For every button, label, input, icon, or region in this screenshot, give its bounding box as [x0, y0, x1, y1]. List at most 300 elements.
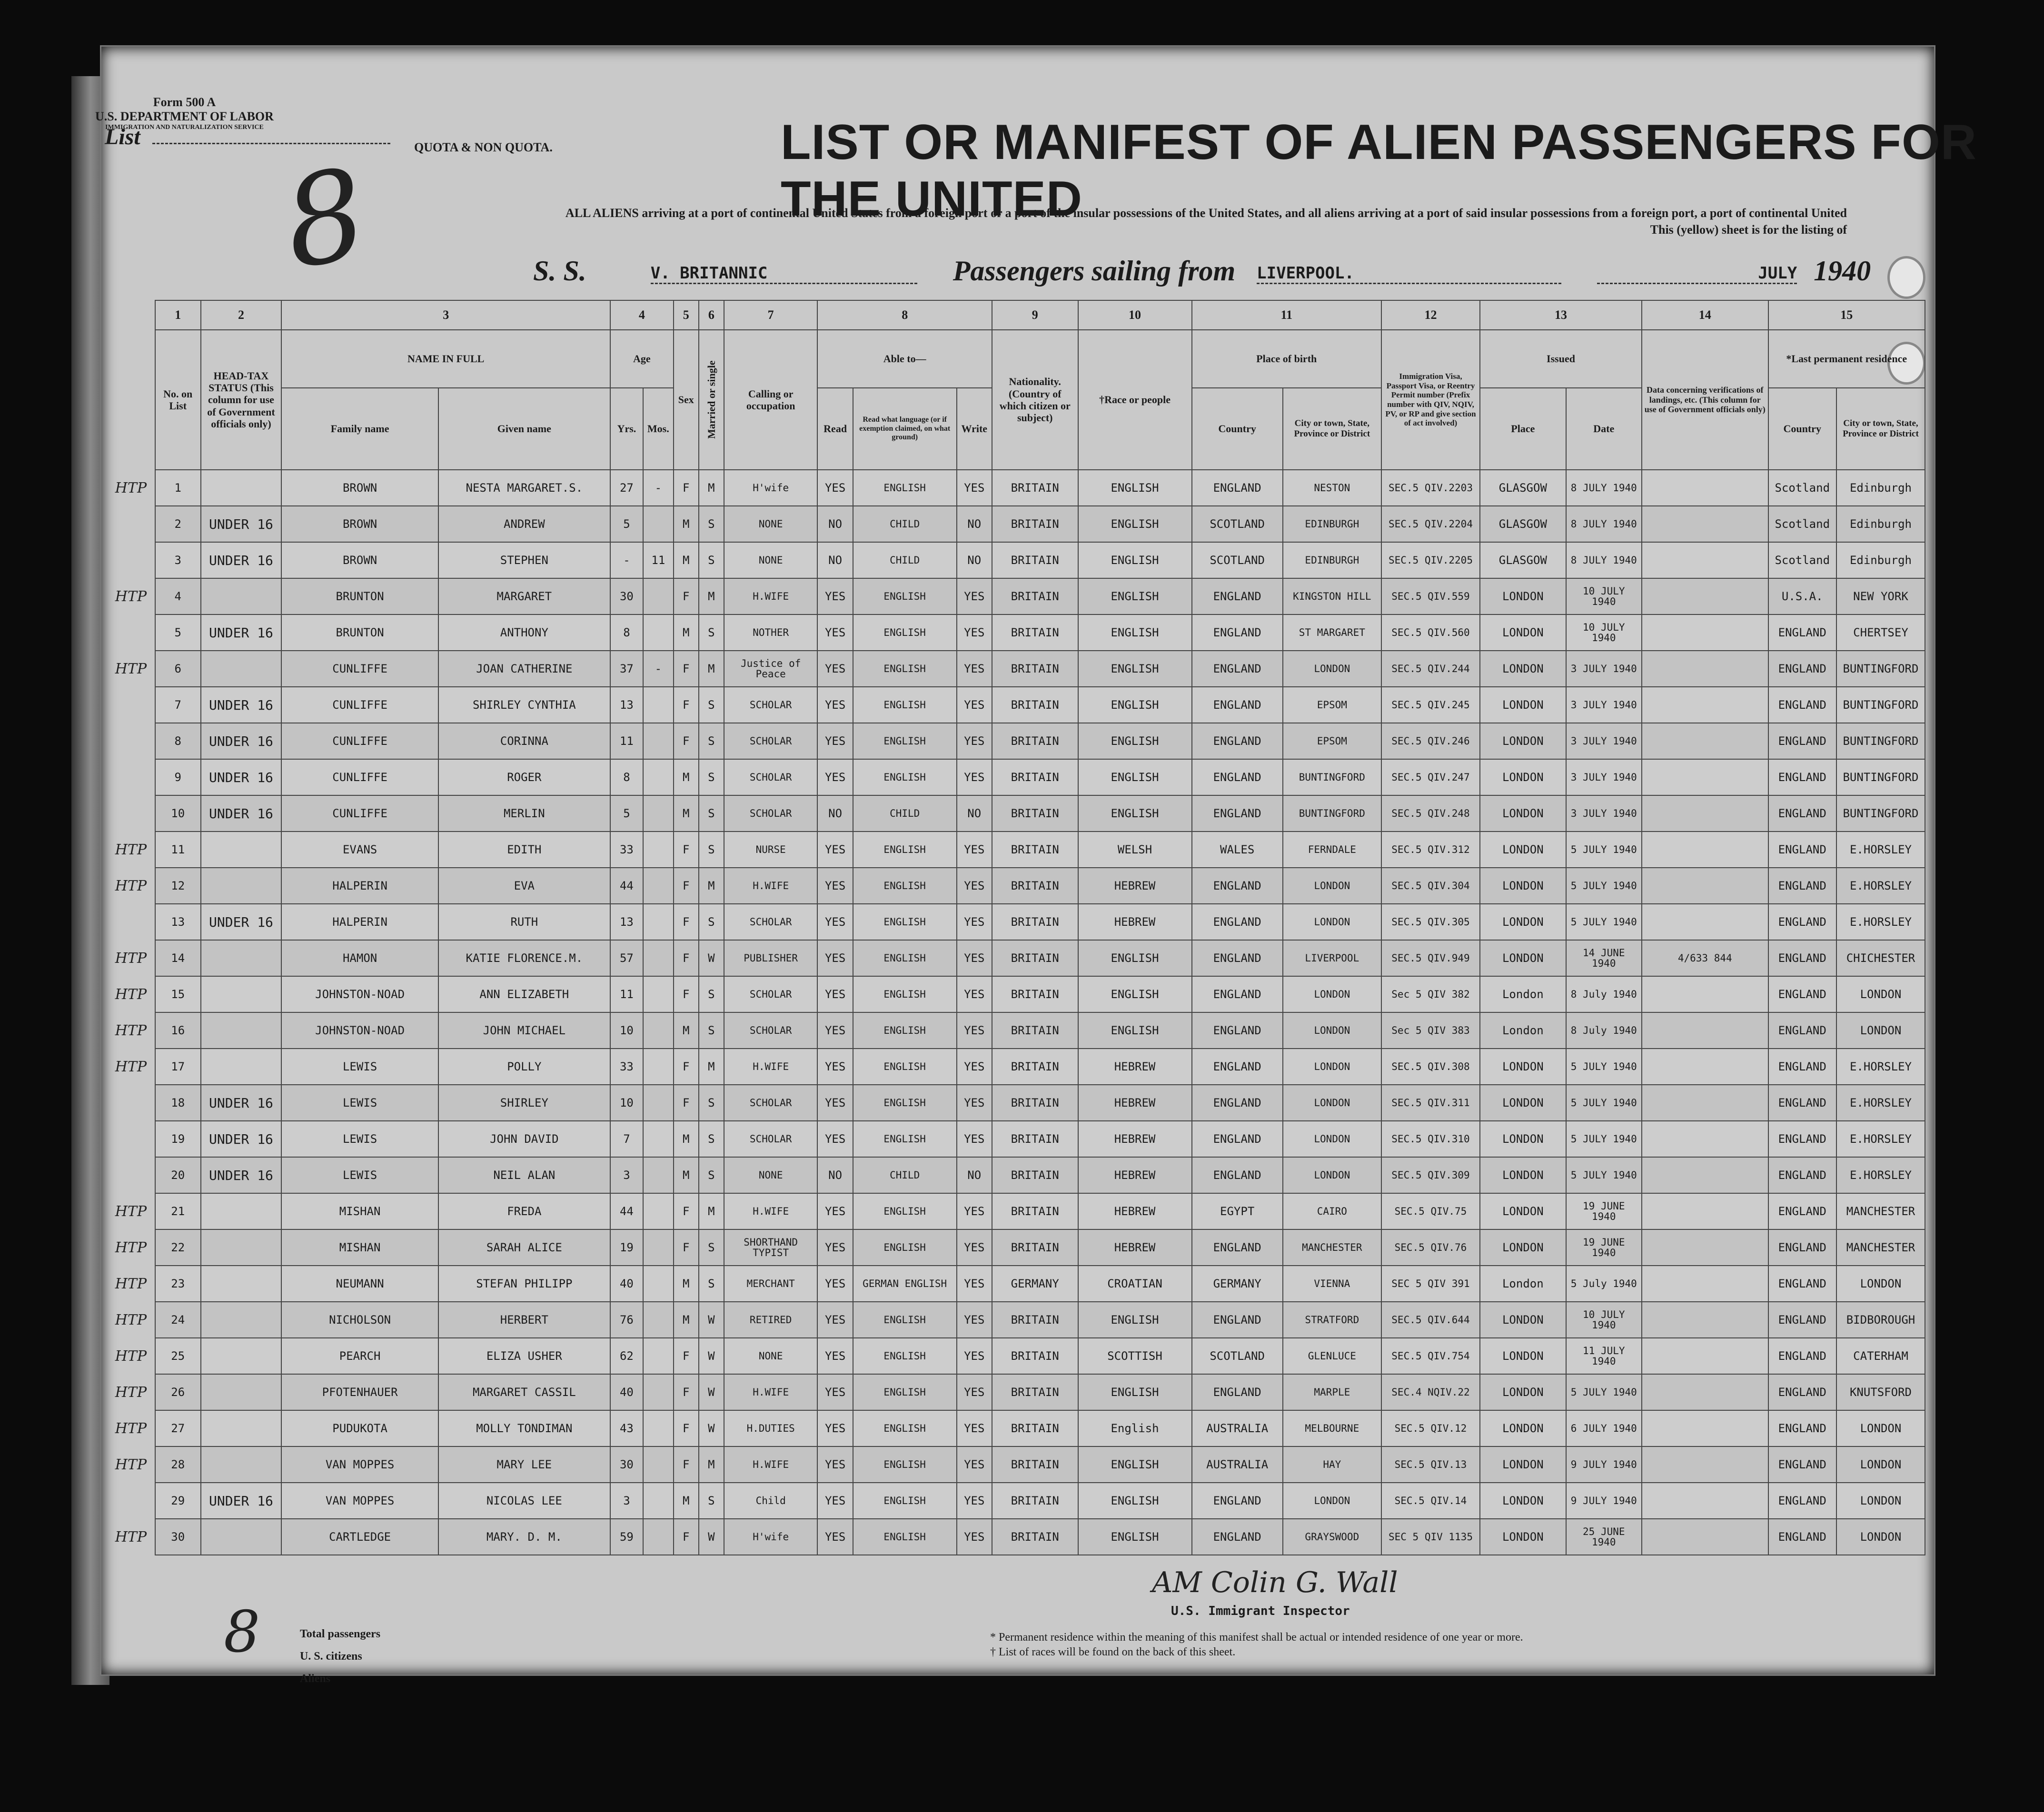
- htp-annotation: [107, 723, 155, 759]
- birth-country-cell: ENGLAND: [1192, 868, 1283, 904]
- footnote-races: † List of races will be found on the back of this sheet.: [990, 1646, 1236, 1659]
- given-name-cell: ROGER: [438, 759, 610, 795]
- residence-city-cell: LONDON: [1836, 1519, 1925, 1555]
- occupation-cell: NOTHER: [724, 614, 818, 651]
- sex-cell: M: [674, 759, 699, 795]
- residence-city-cell: CHERTSEY: [1836, 614, 1925, 651]
- can-write-cell: NO: [957, 506, 992, 542]
- table-row: [107, 651, 1925, 687]
- issued-date-cell: 14 JUNE 1940: [1566, 940, 1642, 976]
- language-cell: ENGLISH: [853, 470, 957, 506]
- given-name-cell: ANTHONY: [438, 614, 610, 651]
- issued-date-cell: 8 JULY 1940: [1566, 470, 1642, 506]
- list-number-cell: 20: [155, 1157, 201, 1193]
- language-cell: GERMAN ENGLISH: [853, 1266, 957, 1302]
- issued-date-cell: 9 JULY 1940: [1566, 1483, 1642, 1519]
- given-name-cell: EVA: [438, 868, 610, 904]
- visa-number-cell: SEC.5 QIV.310: [1381, 1121, 1480, 1157]
- given-name-cell: POLLY: [438, 1049, 610, 1085]
- birth-city-cell: BUNTINGFORD: [1283, 759, 1381, 795]
- language-cell: ENGLISH: [853, 1049, 957, 1085]
- htp-annotation: HTP: [107, 470, 155, 506]
- birth-city-cell: MELBOURNE: [1283, 1410, 1381, 1446]
- can-read-cell: YES: [817, 1012, 853, 1049]
- can-write-cell: YES: [957, 1483, 992, 1519]
- age-months-cell: [643, 940, 674, 976]
- form-number: Form 500 A: [153, 95, 216, 109]
- language-cell: ENGLISH: [853, 1446, 957, 1483]
- head-tax-cell: UNDER 16: [201, 687, 282, 723]
- verification-cell: [1642, 1229, 1768, 1266]
- nationality-cell: BRITAIN: [992, 976, 1078, 1012]
- issued-place-cell: LONDON: [1480, 1446, 1566, 1483]
- sex-cell: F: [674, 1338, 699, 1374]
- nationality-cell: BRITAIN: [992, 868, 1078, 904]
- verification-cell: [1642, 1446, 1768, 1483]
- htp-annotation: [107, 759, 155, 795]
- issued-date-cell: 5 JULY 1940: [1566, 868, 1642, 904]
- family-name-cell: CUNLIFFE: [281, 723, 438, 759]
- race-cell: ENGLISH: [1078, 578, 1192, 614]
- birth-city-cell: LONDON: [1283, 904, 1381, 940]
- htp-annotation: HTP: [107, 868, 155, 904]
- birth-country-cell: ENGLAND: [1192, 651, 1283, 687]
- birth-country-cell: ENGLAND: [1192, 614, 1283, 651]
- residence-city-cell: BUNTINGFORD: [1836, 795, 1925, 832]
- verification-cell: [1642, 832, 1768, 868]
- total-passengers-label: Total passengers: [300, 1628, 381, 1640]
- birth-country-cell: ENGLAND: [1192, 723, 1283, 759]
- nationality-cell: BRITAIN: [992, 1121, 1078, 1157]
- residence-country-cell: Scotland: [1768, 542, 1836, 578]
- can-write-cell: YES: [957, 1266, 992, 1302]
- can-write-cell: YES: [957, 1446, 992, 1483]
- residence-city-cell: Edinburgh: [1836, 506, 1925, 542]
- nationality-cell: BRITAIN: [992, 1338, 1078, 1374]
- residence-city-cell: E.HORSLEY: [1836, 868, 1925, 904]
- age-years-cell: 10: [610, 1012, 643, 1049]
- age-years-cell: 30: [610, 578, 643, 614]
- issued-place-cell: LONDON: [1480, 1085, 1566, 1121]
- col-num-2: 2: [201, 300, 282, 330]
- birth-city-cell: HAY: [1283, 1446, 1381, 1483]
- age-years-cell: 5: [610, 795, 643, 832]
- issued-date-cell: 3 JULY 1940: [1566, 723, 1642, 759]
- verification-cell: [1642, 1266, 1768, 1302]
- issued-place-cell: LONDON: [1480, 1121, 1566, 1157]
- residence-country-cell: ENGLAND: [1768, 795, 1836, 832]
- birth-country-cell: ENGLAND: [1192, 759, 1283, 795]
- sex-cell: F: [674, 904, 699, 940]
- language-cell: ENGLISH: [853, 759, 957, 795]
- issued-date-cell: 5 JULY 1940: [1566, 1121, 1642, 1157]
- marital-status-cell: S: [699, 614, 724, 651]
- marital-status-cell: S: [699, 795, 724, 832]
- given-name-cell: JOHN MICHAEL: [438, 1012, 610, 1049]
- list-number-cell: 8: [155, 723, 201, 759]
- visa-number-cell: SEC.5 QIV.309: [1381, 1157, 1480, 1193]
- can-write-cell: YES: [957, 1338, 992, 1374]
- age-months-cell: [643, 1229, 674, 1266]
- verification-cell: [1642, 1519, 1768, 1555]
- sailing-label: Passengers sailing from: [953, 255, 1236, 287]
- age-years-cell: 10: [610, 1085, 643, 1121]
- list-number-cell: 18: [155, 1085, 201, 1121]
- column-number-row: [107, 300, 1925, 330]
- birth-country-cell: SCOTLAND: [1192, 542, 1283, 578]
- family-name-cell: NICHOLSON: [281, 1302, 438, 1338]
- birth-city-cell: LONDON: [1283, 1085, 1381, 1121]
- family-name-cell: CUNLIFFE: [281, 795, 438, 832]
- language-cell: ENGLISH: [853, 687, 957, 723]
- list-number-cell: 11: [155, 832, 201, 868]
- given-name-cell: MOLLY TONDIMAN: [438, 1410, 610, 1446]
- family-name-cell: CUNLIFFE: [281, 687, 438, 723]
- issued-place-cell: LONDON: [1480, 832, 1566, 868]
- age-months-cell: [643, 687, 674, 723]
- nationality-cell: BRITAIN: [992, 1302, 1078, 1338]
- family-name-cell: MISHAN: [281, 1193, 438, 1229]
- race-cell: CROATIAN: [1078, 1266, 1192, 1302]
- can-read-cell: YES: [817, 651, 853, 687]
- age-years-cell: 11: [610, 723, 643, 759]
- birth-city-cell: GLENLUCE: [1283, 1338, 1381, 1374]
- family-name-cell: JOHNSTON-NOAD: [281, 1012, 438, 1049]
- family-name-cell: HAMON: [281, 940, 438, 976]
- residence-country-cell: ENGLAND: [1768, 1085, 1836, 1121]
- head-tax-cell: UNDER 16: [201, 542, 282, 578]
- birth-city-cell: EPSOM: [1283, 687, 1381, 723]
- punch-hole: [1887, 256, 1925, 299]
- col-num-8: 8: [817, 300, 992, 330]
- age-months-cell: [643, 904, 674, 940]
- head-tax-cell: UNDER 16: [201, 723, 282, 759]
- can-write-cell: YES: [957, 470, 992, 506]
- given-name-cell: EDITH: [438, 832, 610, 868]
- birth-city-cell: ST MARGARET: [1283, 614, 1381, 651]
- can-write-cell: YES: [957, 651, 992, 687]
- head-tax-cell: UNDER 16: [201, 904, 282, 940]
- can-write-cell: YES: [957, 1193, 992, 1229]
- nationality-cell: BRITAIN: [992, 1229, 1078, 1266]
- head-tax-cell: UNDER 16: [201, 795, 282, 832]
- birth-country-cell: AUSTRALIA: [1192, 1410, 1283, 1446]
- can-read-cell: YES: [817, 759, 853, 795]
- nationality-cell: BRITAIN: [992, 1374, 1078, 1410]
- issued-place-cell: LONDON: [1480, 578, 1566, 614]
- list-number-cell: 22: [155, 1229, 201, 1266]
- table-row: [107, 1338, 1925, 1374]
- can-read-cell: YES: [817, 1229, 853, 1266]
- head-tax-cell: UNDER 16: [201, 1483, 282, 1519]
- head-tax-cell: [201, 1410, 282, 1446]
- occupation-cell: NONE: [724, 1157, 818, 1193]
- language-cell: ENGLISH: [853, 1483, 957, 1519]
- header-write: Write: [957, 388, 992, 470]
- sex-cell: F: [674, 687, 699, 723]
- htp-annotation: [107, 1121, 155, 1157]
- subtitle-line-1: ALL ALIENS arriving at a port of continental United States from a foreign port or a port of the insular possessions of the United States, and all aliens arriving at a port of said insular possessions from a foreign port, a port of continental United: [565, 206, 1847, 220]
- age-years-cell: 11: [610, 976, 643, 1012]
- birth-city-cell: FERNDALE: [1283, 832, 1381, 868]
- can-read-cell: NO: [817, 1157, 853, 1193]
- residence-country-cell: ENGLAND: [1768, 1157, 1836, 1193]
- race-cell: HEBREW: [1078, 1085, 1192, 1121]
- list-number-cell: 25: [155, 1338, 201, 1374]
- race-cell: ENGLISH: [1078, 506, 1192, 542]
- htp-annotation: [107, 1483, 155, 1519]
- service-name: IMMIGRATION AND NATURALIZATION SERVICE: [105, 123, 264, 131]
- residence-country-cell: ENGLAND: [1768, 1266, 1836, 1302]
- birth-country-cell: ENGLAND: [1192, 904, 1283, 940]
- given-name-cell: ELIZA USHER: [438, 1338, 610, 1374]
- head-tax-cell: [201, 470, 282, 506]
- table-row: [107, 470, 1925, 506]
- residence-country-cell: ENGLAND: [1768, 723, 1836, 759]
- sex-cell: M: [674, 1302, 699, 1338]
- birth-city-cell: MANCHESTER: [1283, 1229, 1381, 1266]
- visa-number-cell: SEC.5 QIV.76: [1381, 1229, 1480, 1266]
- htp-annotation: HTP: [107, 1446, 155, 1483]
- nationality-cell: BRITAIN: [992, 1157, 1078, 1193]
- head-tax-cell: [201, 1446, 282, 1483]
- htp-annotation: HTP: [107, 1012, 155, 1049]
- residence-country-cell: Scotland: [1768, 506, 1836, 542]
- verification-cell: [1642, 578, 1768, 614]
- col-num-13: 13: [1480, 300, 1642, 330]
- birth-country-cell: ENGLAND: [1192, 1374, 1283, 1410]
- residence-country-cell: ENGLAND: [1768, 1446, 1836, 1483]
- birth-country-cell: WALES: [1192, 832, 1283, 868]
- head-tax-cell: [201, 1266, 282, 1302]
- visa-number-cell: SEC.5 QIV.13: [1381, 1446, 1480, 1483]
- marital-status-cell: M: [699, 868, 724, 904]
- table-row: [107, 1302, 1925, 1338]
- sex-cell: M: [674, 614, 699, 651]
- marital-status-cell: S: [699, 506, 724, 542]
- issued-place-cell: LONDON: [1480, 940, 1566, 976]
- birth-country-cell: AUSTRALIA: [1192, 1446, 1283, 1483]
- marital-status-cell: S: [699, 976, 724, 1012]
- age-years-cell: 19: [610, 1229, 643, 1266]
- age-years-cell: 5: [610, 506, 643, 542]
- age-months-cell: -: [643, 470, 674, 506]
- race-cell: ENGLISH: [1078, 542, 1192, 578]
- visa-number-cell: SEC.5 QIV.2203: [1381, 470, 1480, 506]
- age-years-cell: 40: [610, 1266, 643, 1302]
- sailing-month: JULY: [1597, 264, 1797, 284]
- htp-annotation: HTP: [107, 578, 155, 614]
- age-years-cell: 7: [610, 1121, 643, 1157]
- visa-number-cell: SEC 5 QIV 1135: [1381, 1519, 1480, 1555]
- table-row: [107, 832, 1925, 868]
- list-number-cell: 5: [155, 614, 201, 651]
- age-months-cell: [643, 578, 674, 614]
- language-cell: ENGLISH: [853, 904, 957, 940]
- table-row: [107, 976, 1925, 1012]
- sex-cell: M: [674, 1266, 699, 1302]
- verification-cell: [1642, 1012, 1768, 1049]
- marital-status-cell: S: [699, 1483, 724, 1519]
- issued-date-cell: 5 JULY 1940: [1566, 832, 1642, 868]
- race-cell: ENGLISH: [1078, 1302, 1192, 1338]
- occupation-cell: SCHOLAR: [724, 1012, 818, 1049]
- list-underline: [152, 143, 390, 144]
- residence-country-cell: ENGLAND: [1768, 1012, 1836, 1049]
- family-name-cell: VAN MOPPES: [281, 1483, 438, 1519]
- residence-city-cell: E.HORSLEY: [1836, 904, 1925, 940]
- head-tax-cell: [201, 868, 282, 904]
- issued-place-cell: LONDON: [1480, 1338, 1566, 1374]
- can-write-cell: YES: [957, 904, 992, 940]
- age-months-cell: [643, 1410, 674, 1446]
- residence-city-cell: LONDON: [1836, 1012, 1925, 1049]
- list-number-cell: 14: [155, 940, 201, 976]
- nationality-cell: BRITAIN: [992, 1483, 1078, 1519]
- age-months-cell: [643, 1121, 674, 1157]
- birth-city-cell: GRAYSWOOD: [1283, 1519, 1381, 1555]
- age-years-cell: 33: [610, 1049, 643, 1085]
- col-num-12: 12: [1381, 300, 1480, 330]
- visa-number-cell: SEC.4 NQIV.22: [1381, 1374, 1480, 1410]
- issued-place-cell: LONDON: [1480, 1519, 1566, 1555]
- verification-cell: [1642, 1338, 1768, 1374]
- verification-cell: [1642, 1410, 1768, 1446]
- head-tax-cell: [201, 1302, 282, 1338]
- verification-cell: [1642, 1302, 1768, 1338]
- family-name-cell: HALPERIN: [281, 868, 438, 904]
- sex-cell: F: [674, 1193, 699, 1229]
- occupation-cell: SCHOLAR: [724, 687, 818, 723]
- birth-city-cell: STRATFORD: [1283, 1302, 1381, 1338]
- can-write-cell: YES: [957, 723, 992, 759]
- age-months-cell: 11: [643, 542, 674, 578]
- header-last-residence: *Last permanent residence: [1768, 330, 1925, 388]
- nationality-cell: BRITAIN: [992, 542, 1078, 578]
- nationality-cell: BRITAIN: [992, 795, 1078, 832]
- age-years-cell: 43: [610, 1410, 643, 1446]
- verification-cell: [1642, 1049, 1768, 1085]
- table-row: [107, 868, 1925, 904]
- list-number-cell: 23: [155, 1266, 201, 1302]
- occupation-cell: MERCHANT: [724, 1266, 818, 1302]
- occupation-cell: PUBLISHER: [724, 940, 818, 976]
- header-married: Married or single: [699, 330, 724, 470]
- table-row: [107, 795, 1925, 832]
- age-months-cell: [643, 1483, 674, 1519]
- header-yrs: Yrs.: [610, 388, 643, 470]
- residence-country-cell: ENGLAND: [1768, 1229, 1836, 1266]
- race-cell: HEBREW: [1078, 868, 1192, 904]
- marital-status-cell: W: [699, 940, 724, 976]
- age-years-cell: 59: [610, 1519, 643, 1555]
- age-months-cell: [643, 723, 674, 759]
- header-sex: Sex: [674, 330, 699, 470]
- handwritten-total: 8: [224, 1599, 260, 1665]
- can-write-cell: YES: [957, 1519, 992, 1555]
- age-months-cell: [643, 868, 674, 904]
- table-row: [107, 614, 1925, 651]
- nationality-cell: BRITAIN: [992, 614, 1078, 651]
- table-row: [107, 1519, 1925, 1555]
- inspector-label: U.S. Immigrant Inspector: [1171, 1604, 1350, 1618]
- table-row: [107, 506, 1925, 542]
- htp-annotation: [107, 1085, 155, 1121]
- given-name-cell: NEIL ALAN: [438, 1157, 610, 1193]
- issued-date-cell: 3 JULY 1940: [1566, 687, 1642, 723]
- htp-annotation: HTP: [107, 1193, 155, 1229]
- age-months-cell: [643, 1049, 674, 1085]
- table-row: [107, 1085, 1925, 1121]
- visa-number-cell: SEC.5 QIV.244: [1381, 651, 1480, 687]
- residence-city-cell: E.HORSLEY: [1836, 1157, 1925, 1193]
- ss-label: S. S.: [533, 255, 586, 287]
- can-write-cell: YES: [957, 1121, 992, 1157]
- issued-place-cell: LONDON: [1480, 1410, 1566, 1446]
- nationality-cell: BRITAIN: [992, 1049, 1078, 1085]
- language-cell: ENGLISH: [853, 723, 957, 759]
- language-cell: ENGLISH: [853, 1085, 957, 1121]
- residence-country-cell: ENGLAND: [1768, 1374, 1836, 1410]
- can-read-cell: YES: [817, 976, 853, 1012]
- htp-annotation: HTP: [107, 832, 155, 868]
- birth-city-cell: LONDON: [1283, 651, 1381, 687]
- can-read-cell: YES: [817, 1483, 853, 1519]
- residence-city-cell: NEW YORK: [1836, 578, 1925, 614]
- birth-city-cell: VIENNA: [1283, 1266, 1381, 1302]
- issued-date-cell: 3 JULY 1940: [1566, 759, 1642, 795]
- can-write-cell: YES: [957, 868, 992, 904]
- head-tax-cell: UNDER 16: [201, 1157, 282, 1193]
- can-read-cell: YES: [817, 1193, 853, 1229]
- race-cell: ENGLISH: [1078, 614, 1192, 651]
- sailing-year: 1940: [1814, 255, 1871, 287]
- can-write-cell: YES: [957, 1410, 992, 1446]
- occupation-cell: H.WIFE: [724, 578, 818, 614]
- issued-place-cell: LONDON: [1480, 904, 1566, 940]
- age-months-cell: [643, 1266, 674, 1302]
- residence-country-cell: ENGLAND: [1768, 868, 1836, 904]
- race-cell: ENGLISH: [1078, 723, 1192, 759]
- issued-date-cell: 6 JULY 1940: [1566, 1410, 1642, 1446]
- can-write-cell: NO: [957, 1157, 992, 1193]
- birth-country-cell: ENGLAND: [1192, 578, 1283, 614]
- language-cell: ENGLISH: [853, 1338, 957, 1374]
- residence-country-cell: ENGLAND: [1768, 1519, 1836, 1555]
- birth-country-cell: ENGLAND: [1192, 795, 1283, 832]
- language-cell: ENGLISH: [853, 1121, 957, 1157]
- htp-annotation: HTP: [107, 1049, 155, 1085]
- language-cell: ENGLISH: [853, 832, 957, 868]
- occupation-cell: RETIRED: [724, 1302, 818, 1338]
- residence-city-cell: CHICHESTER: [1836, 940, 1925, 976]
- issued-place-cell: GLASGOW: [1480, 542, 1566, 578]
- header-nationality: Nationality. (Country of which citizen or subject): [992, 330, 1078, 470]
- sex-cell: M: [674, 542, 699, 578]
- list-number-cell: 9: [155, 759, 201, 795]
- language-cell: ENGLISH: [853, 1302, 957, 1338]
- visa-number-cell: SEC.5 QIV.308: [1381, 1049, 1480, 1085]
- family-name-cell: CARTLEDGE: [281, 1519, 438, 1555]
- nationality-cell: BRITAIN: [992, 1410, 1078, 1446]
- birth-city-cell: LONDON: [1283, 976, 1381, 1012]
- language-cell: ENGLISH: [853, 1519, 957, 1555]
- footer-totals: [300, 1628, 380, 1685]
- birth-country-cell: ENGLAND: [1192, 940, 1283, 976]
- table-row: [107, 1229, 1925, 1266]
- given-name-cell: JOAN CATHERINE: [438, 651, 610, 687]
- visa-number-cell: SEC.5 QIV.949: [1381, 940, 1480, 976]
